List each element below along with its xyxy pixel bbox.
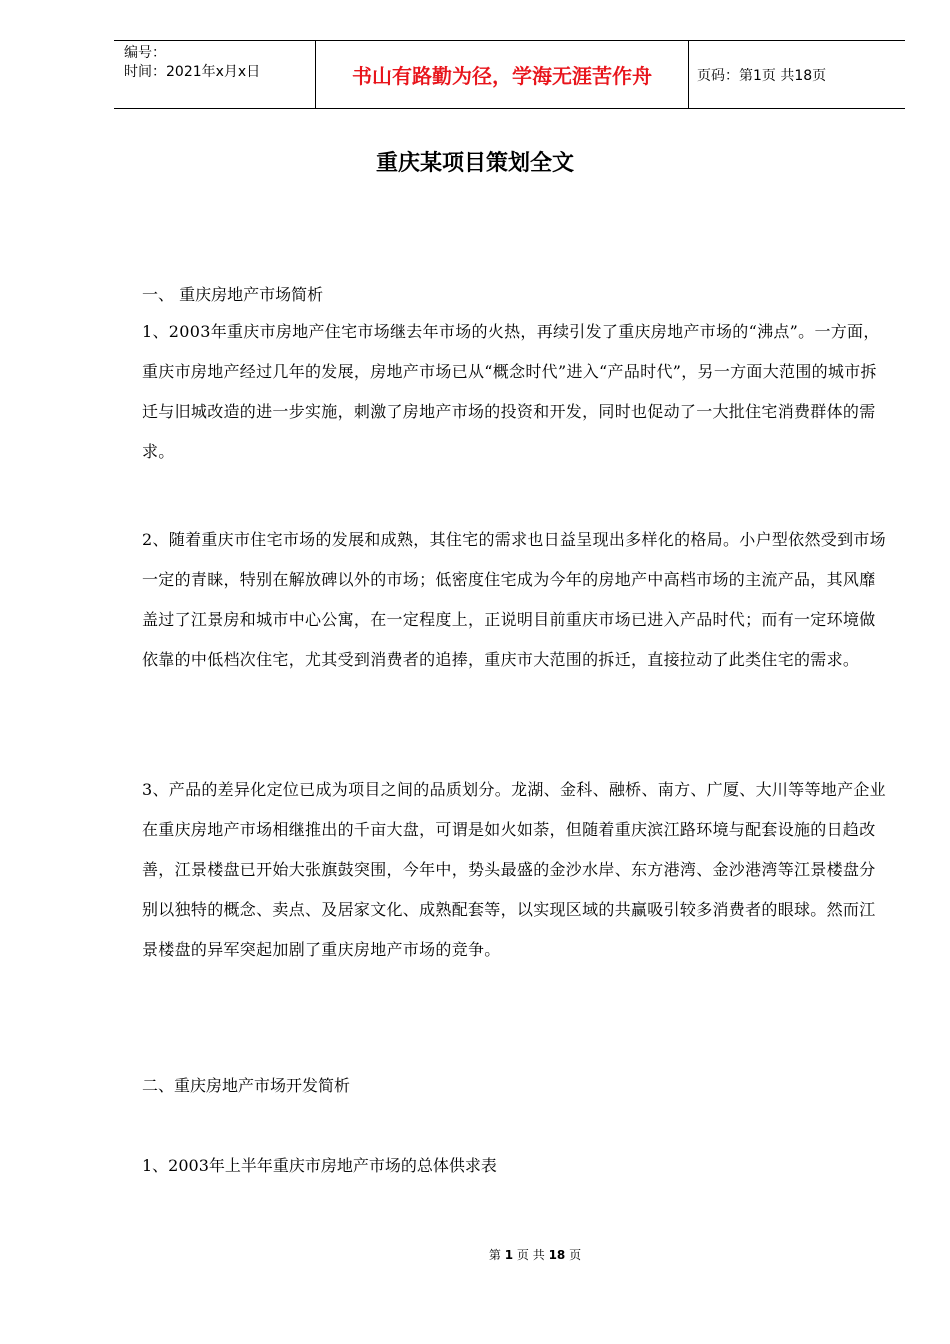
serial-number-label: 编号： [124,45,166,61]
section-1-heading: 一、 重庆房地产市场简析 [142,285,324,304]
page-footer [0,1246,950,1264]
document-header-table [114,40,905,109]
footer-total-pages: 18 [548,1248,566,1262]
section-2-item-1: 1、2003年上半年重庆市房地产市场的总体供求表 [142,1156,497,1175]
header-motto: 书山有路勤为径，学海无涯苦作舟 [352,64,652,88]
footer-suffix: 页 [569,1248,582,1262]
paragraph-3: 3、产品的差异化定位已成为项目之间的品质划分。龙湖、金科、融桥、南方、广厦、大川等等地产企业在重庆房地产市场相继推出的千亩大盘，可谓是如火如荼，但随着重庆滨江路环境与配套设施的日趋改善，江景楼盘已开始大张旗鼓突围，今年中，势头最盛的金沙水岸、东方港湾、金沙港湾等江景楼盘分别以独特的概念、卖点、及居家文化、成熟配套等，以实现区域的共赢吸引较多消费者的眼球。然而江景楼盘的异军突起加剧了重庆房地产市场的竞争。 [142,780,886,959]
paragraph-1: 1、2003年重庆市房地产住宅市场继去年市场的火热，再续引发了重庆房地产市场的“沸点”。一方面，重庆市房地产经过几年的发展，房地产市场已从“概念时代”进入“产品时代”，另一方面大范围的城市拆迁与旧城改造的进一步实施，刺激了房地产市场的投资和开发，同时也促动了一大批住宅消费群体的需求。 [142,322,880,461]
header-motto-cell [316,41,689,108]
header-page-info: 页码：第1页 共18页 [697,67,827,84]
document-title: 重庆某项目策划全文 [375,151,574,176]
footer-prefix: 第 [488,1248,501,1262]
paragraph-2: 2、随着重庆市住宅市场的发展和成熟，其住宅的需求也日益呈现出多样化的格局。小户型依然受到市场一定的青睐，特别在解放碑以外的市场；低密度住宅成为今年的房地产中高档市场的主流产品，其风靡盖过了江景房和城市中心公寓，在一定程度上，正说明目前重庆市场已进入产品时代；而有一定环境做依靠的中低档次住宅，尤其受到消费者的追捧，重庆市大范围的拆迁，直接拉动了此类住宅的需求。 [142,530,886,669]
footer-page-number: 1 [504,1248,514,1262]
section-2-heading: 二、重庆房地产市场开发简析 [142,1076,351,1095]
time-label: 时间：2021年x月x日 [124,64,261,80]
footer-middle: 页 共 [516,1248,545,1262]
header-left-cell [114,41,316,108]
header-page-cell [689,41,905,108]
